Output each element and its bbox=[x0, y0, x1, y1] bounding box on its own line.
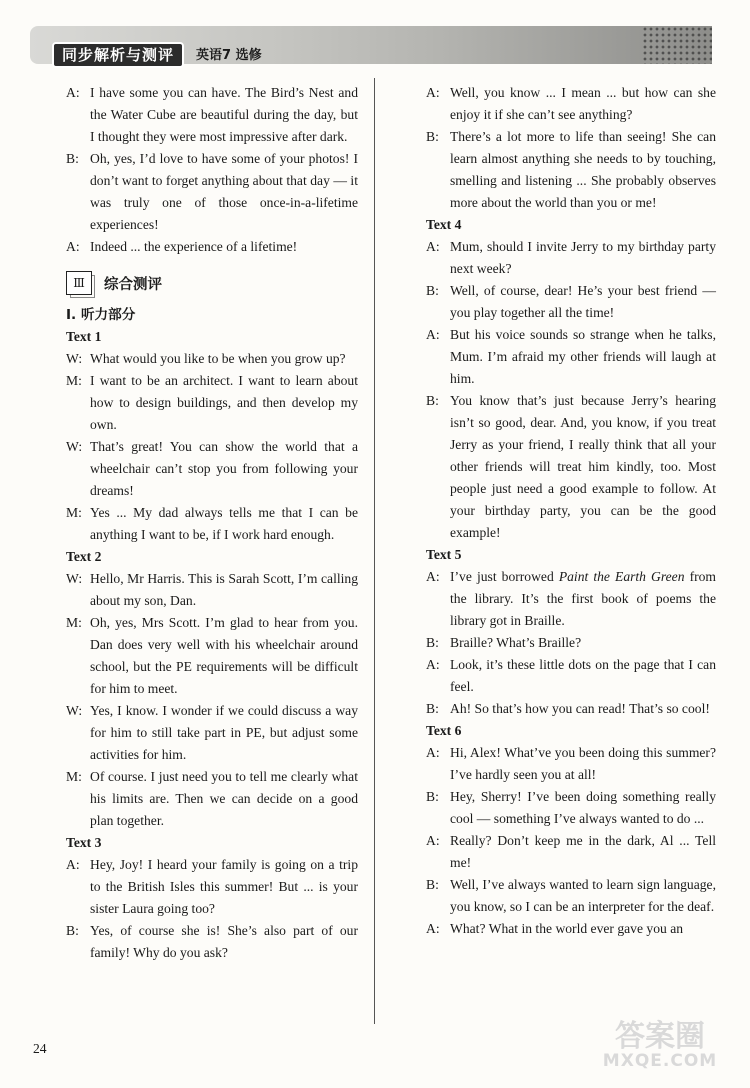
dialogue-line bbox=[66, 348, 358, 370]
dialogue-line bbox=[66, 370, 358, 436]
dialogue-text: There’s a lot more to life than seeing! She can learn almost anything she needs to by touching, smelling and listening ... She probably observes more about the world than you or me! bbox=[450, 129, 716, 210]
dialogue-text: Look, it’s these little dots on the page that I can feel. bbox=[450, 657, 716, 694]
dialogue-text-part: I’ve just borrowed bbox=[450, 569, 559, 584]
dialogue-text: That’s great! You can show the world that a wheelchair can’t stop you from following your dreams! bbox=[90, 439, 358, 498]
dialogue-text: Of course. I just need you to tell me clearly what his limits are. Then we can decide on a good plan together. bbox=[90, 769, 358, 828]
speaker-label: A: bbox=[426, 85, 440, 100]
speaker-label: B: bbox=[426, 789, 439, 804]
dialogue-line bbox=[66, 436, 358, 502]
dialogue-line bbox=[66, 502, 358, 546]
speaker-label: M: bbox=[66, 615, 82, 630]
dialogue-line bbox=[426, 632, 716, 654]
left-column bbox=[66, 82, 358, 964]
dialogue-line bbox=[426, 698, 716, 720]
dialogue-line bbox=[426, 324, 716, 390]
dialogue-text: Oh, yes, I’d love to have some of your photos! I don’t want to forget anything about that day — it was truly one of those once-in-a-lifetime experiences! bbox=[90, 151, 358, 232]
dialogue-line bbox=[426, 654, 716, 698]
text-heading: Text 2 bbox=[66, 549, 102, 564]
text-heading: Text 4 bbox=[426, 217, 462, 232]
dialogue-text: Hey, Sherry! I’ve been doing something really cool — something I’ve always wanted to do ... bbox=[450, 789, 716, 826]
speaker-label: M: bbox=[66, 505, 82, 520]
dialogue-line bbox=[66, 612, 358, 700]
speaker-label: B: bbox=[426, 283, 439, 298]
dialogue-text: Braille? What’s Braille? bbox=[450, 635, 582, 650]
page-number: 24 bbox=[33, 1041, 47, 1056]
section-title: 综合测评 bbox=[104, 276, 162, 293]
speaker-label: B: bbox=[426, 129, 439, 144]
dialogue-text: Mum, should I invite Jerry to my birthday party next week? bbox=[450, 239, 716, 276]
dialogue-line bbox=[426, 280, 716, 324]
speaker-label: B: bbox=[66, 151, 79, 166]
speaker-label: M: bbox=[66, 373, 82, 388]
speaker-label: W: bbox=[66, 351, 83, 366]
watermark-top: 答案圈 bbox=[615, 1019, 705, 1054]
dialogue-line bbox=[426, 918, 716, 940]
dialogue-text: What? What in the world ever gave you an bbox=[450, 921, 684, 936]
speaker-label: A: bbox=[426, 921, 440, 936]
speaker-label: B: bbox=[426, 701, 439, 716]
speaker-label: W: bbox=[66, 439, 83, 454]
speaker-label: B: bbox=[426, 877, 439, 892]
dialogue-line bbox=[426, 874, 716, 918]
text-heading: Text 5 bbox=[426, 547, 462, 562]
speaker-label: W: bbox=[66, 703, 83, 718]
dialogue-line bbox=[66, 568, 358, 612]
dialogue-text: Hey, Joy! I heard your family is going on a trip to the British Isles this summer! But ... is your sister Laura going too? bbox=[90, 857, 358, 916]
speaker-label: A: bbox=[426, 745, 440, 760]
dialogue-text-part: from the library. It’s the first book of poems the library got in Braille. bbox=[450, 569, 717, 628]
dialogue-text: Yes, I know. I wonder if we could discuss a way for him to still take part in PE, but adjust some activities for him. bbox=[90, 703, 358, 762]
book-subtitle: 英语7 选修 bbox=[196, 48, 262, 63]
dialogue-line bbox=[66, 236, 358, 258]
dialogue-line bbox=[66, 854, 358, 920]
dialogue-text: Well, of course, dear! He’s your best friend — you play together all the time! bbox=[450, 283, 716, 320]
speaker-label: A: bbox=[426, 327, 440, 342]
dialogue-line bbox=[426, 742, 716, 786]
part-heading: Ⅰ. 听力部分 bbox=[66, 307, 136, 323]
dialogue-line bbox=[426, 82, 716, 126]
text-heading: Text 1 bbox=[66, 329, 102, 344]
dialogue-line bbox=[426, 126, 716, 214]
speaker-label: A: bbox=[66, 85, 80, 100]
dialogue-line bbox=[66, 766, 358, 832]
speaker-label: A: bbox=[426, 239, 440, 254]
dialogue-text: Hi, Alex! What’ve you been doing this summer? I’ve hardly seen you at all! bbox=[450, 745, 716, 782]
dialogue-line bbox=[66, 700, 358, 766]
dialogue-line bbox=[426, 566, 716, 632]
dialogue-text: You know that’s just because Jerry’s hearing isn’t so good, dear. And, you know, if you treat Jerry as your friend, I really think that all your other friends will treat him kindly, too. Most people just need a good example to follow. At your birthday party, you can be the good example! bbox=[450, 393, 716, 540]
dialogue-text: But his voice sounds so strange when he talks, Mum. I’m afraid my other friends will laugh at him. bbox=[450, 327, 716, 386]
speaker-label: B: bbox=[66, 923, 79, 938]
dialogue-text bbox=[450, 566, 716, 632]
speaker-label: M: bbox=[66, 769, 82, 784]
dialogue-line bbox=[66, 82, 358, 148]
column-divider bbox=[374, 78, 375, 1024]
speaker-label: B: bbox=[426, 635, 439, 650]
dialogue-text: Well, you know ... I mean ... but how can she enjoy it if she can’t see anything? bbox=[450, 85, 716, 122]
speaker-label: A: bbox=[426, 657, 440, 672]
dialogue-line bbox=[426, 830, 716, 874]
dialogue-line bbox=[426, 236, 716, 280]
section-heading bbox=[66, 270, 358, 296]
dialogue-line bbox=[426, 786, 716, 830]
speaker-label: A: bbox=[66, 857, 80, 872]
speaker-label: B: bbox=[426, 393, 439, 408]
right-column bbox=[426, 82, 716, 940]
text-heading: Text 6 bbox=[426, 723, 462, 738]
book-title: 同步解析与测评 bbox=[52, 42, 184, 68]
speaker-label: W: bbox=[66, 571, 83, 586]
watermark bbox=[600, 1019, 720, 1071]
dialogue-text: Yes, of course she is! She’s also part of our family! Why do you ask? bbox=[90, 923, 358, 960]
text-heading: Text 3 bbox=[66, 835, 102, 850]
speaker-label: A: bbox=[426, 833, 440, 848]
dialogue-line bbox=[426, 390, 716, 544]
book-title-italic: Paint the Earth Green bbox=[558, 569, 685, 584]
speaker-label: A: bbox=[66, 239, 80, 254]
dialogue-text: Ah! So that’s how you can read! That’s so cool! bbox=[450, 701, 710, 716]
dialogue-text: Hello, Mr Harris. This is Sarah Scott, I’m calling about my son, Dan. bbox=[90, 571, 358, 608]
dialogue-line bbox=[66, 920, 358, 964]
dialogue-text: Yes ... My dad always tells me that I can be anything I want to be, if I work hard enough. bbox=[90, 505, 358, 542]
dialogue-line bbox=[66, 148, 358, 236]
dialogue-text: Oh, yes, Mrs Scott. I’m glad to hear from you. Dan does very well with his wheelchair around school, but the PE requirements will be difficult for him to meet. bbox=[90, 615, 358, 696]
dialogue-text: What would you like to be when you grow up? bbox=[90, 351, 346, 366]
dialogue-text: I have some you can have. The Bird’s Nest and the Water Cube are beautiful during the day, but I thought they were most impressive after dark. bbox=[90, 85, 358, 144]
watermark-bottom: MXQE.COM bbox=[602, 1051, 718, 1071]
section-numeral: Ⅲ bbox=[66, 271, 92, 295]
dialogue-text: Well, I’ve always wanted to learn sign language, you know, so I can be an interpreter for the deaf. bbox=[450, 877, 716, 914]
dialogue-text: I want to be an architect. I want to learn about how to design buildings, and then develop my own. bbox=[90, 373, 358, 432]
dialogue-text: Indeed ... the experience of a lifetime! bbox=[90, 239, 298, 254]
speaker-label: A: bbox=[426, 569, 440, 584]
dialogue-text: Really? Don’t keep me in the dark, Al ... Tell me! bbox=[450, 833, 716, 870]
